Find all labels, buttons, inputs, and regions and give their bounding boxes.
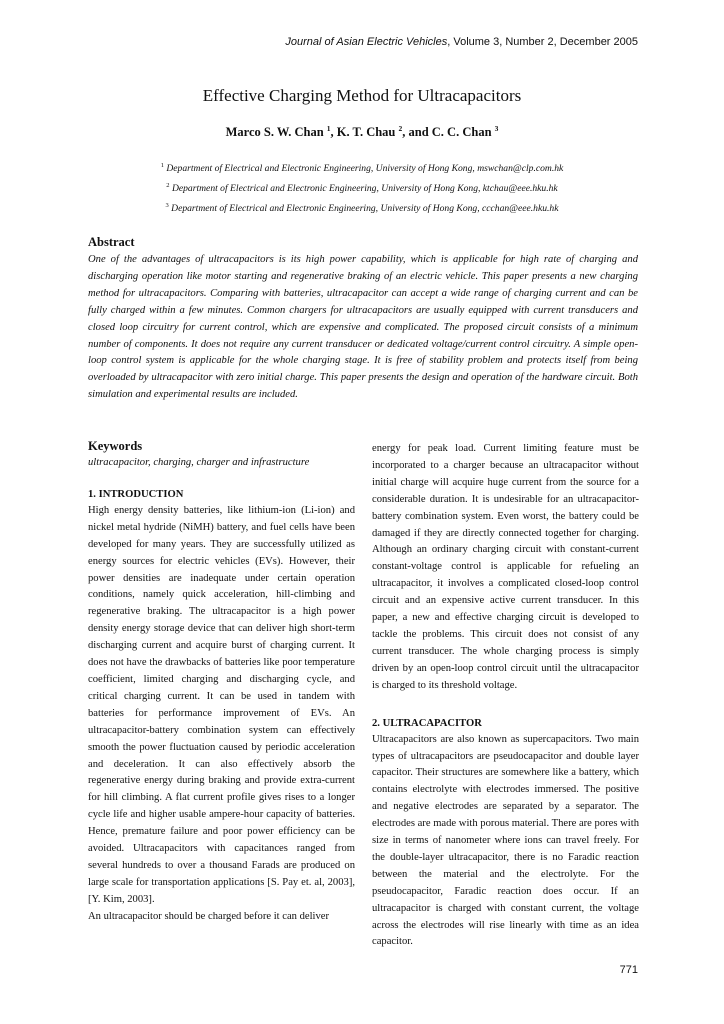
author-affiliation-mark: 3 bbox=[494, 124, 499, 133]
abstract-heading: Abstract bbox=[88, 235, 135, 249]
ultracapacitor-heading: 2. ULTRACAPACITOR bbox=[372, 717, 482, 729]
page-number: 771 bbox=[619, 964, 638, 976]
author-separator: , and bbox=[402, 125, 432, 140]
affiliation-mark: 3 bbox=[165, 202, 169, 210]
affiliation-text: Department of Electrical and Electronic Engineering, University of Hong Kong, mswchan@clp.com.hk bbox=[166, 163, 564, 175]
affiliation-list bbox=[0, 157, 724, 218]
journal-header bbox=[285, 36, 638, 48]
affiliation-text: Department of Electrical and Electronic Engineering, University of Hong Kong, ktchau@eee.hku.hk bbox=[171, 183, 558, 195]
introduction-paragraph: High energy density batteries, like lithium-ion (Li-ion) and nickel metal hydride (NiMH) battery, and fuel cells have been developed for many years. They are successfully utilized as energy sources for electric vehicles (EVs). However, their power densities are inadequate under certain operation conditions, namely quick acceleration, hill-climbing and regenerative braking. The ultracapacitor is a high power density energy storage device that can deliver high short-term discharging current and acquire burst of charging current. It does not have the drawbacks of batteries like poor temperature coefficient, limited charging and discharging cycle, and critical charging current. It can be used in tandem with batteries for performance improvement of EVs. An ultracapacitor-battery combination system can effectively smooth the power fluctuation caused by periodic acceleration and deceleration. It can also effectively absorb the regenerative energy during braking and provide extra-current for hill climbing. A flat current profile gives rises to a longer cycle life and higher usable ampere-hour capacity of batteries. Hence, premature failure and poor power efficiency can be avoided. Ultracapacitors with capacitances ranged from several hundreds to over a thousand Farads are produced on large scale for transportation applications [S. Pay et. al, 2003], [Y. Kim, 2003]. bbox=[88, 504, 355, 905]
right-column bbox=[372, 441, 639, 951]
affiliation-mark: 1 bbox=[160, 162, 164, 169]
affiliation bbox=[0, 157, 724, 177]
affiliation-text: Department of Electrical and Electronic Engineering, University of Hong Kong, ccchan@eee.hku.hk bbox=[171, 203, 559, 215]
affiliation bbox=[0, 197, 724, 217]
author-affiliation-mark: 2 bbox=[398, 124, 403, 133]
affiliation-mark: 2 bbox=[166, 182, 170, 190]
journal-name: Journal of Asian Electric Vehicles bbox=[285, 36, 448, 48]
author-list bbox=[0, 124, 724, 140]
ultracapacitor-paragraph: Ultracapacitors are also known as supercapacitors. Two main types of ultracapacitors are pseudocapacitor and double layer capacitor. Their structures are somewhere like a battery, which contains electrolyte with electrodes immersed. The positive and negative electrodes are separated by a separator. The electrodes are made with porous material. There are pores with size in terms of nanometer where ions can travel freely. For the double-layer ultracapacitor, there is no Faradic reaction between the material and the electrolyte. For the pseudocapacitor, Faradic reaction does occur. If an ultracapacitor is charged with constant current, the voltage across the electrodes will rise linearly with time as an idea capacitor. bbox=[372, 733, 639, 948]
author-separator: , bbox=[330, 125, 337, 140]
abstract-section bbox=[88, 235, 638, 404]
section-gap bbox=[88, 472, 355, 486]
abstract-text: One of the advantages of ultracapacitors is its high power capability, which is applicable for high rate of charging and discharging operation like motor starting and regenerative braking of an electric vehicle. This paper presents a new charging method for ultracapacitors. Comparing with batteries, ultracapacitor can accept a wide range of charging current and can be fully charged within a few minutes. Common chargers for ultracapacitors are usually equipped with current transducers and closed loop circuitry for current control, which are expensive and complicated. The proposed circuit consists of a minimum number of components. It does not require any current transducer or dedicated voltage/current control circuitry. A simple open-loop control system is applicable for the whole charging stage. It is free of stability problem and protects itself from being overloaded by ultracapacitor with zero initial charge. This paper presents the design and operation of the hardware circuit. Both simulation and experimental results are included. bbox=[88, 254, 638, 401]
keywords-text: ultracapacitor, charging, charger and infrastructure bbox=[88, 457, 310, 468]
left-column bbox=[88, 438, 355, 926]
journal-details: , Volume 3, Number 2, December 2005 bbox=[447, 36, 638, 48]
paper-title: Effective Charging Method for Ultracapacitors bbox=[202, 86, 522, 105]
author-name: C. C. Chan bbox=[431, 125, 492, 140]
keywords-heading: Keywords bbox=[88, 439, 143, 453]
author-affiliation-mark: 1 bbox=[326, 124, 331, 133]
introduction-paragraph: An ultracapacitor should be charged before it can deliver bbox=[88, 910, 330, 922]
flow-continuation-space: energy for peak load. Current limiting feature must be incorporated to a charger because an ultracapacitor without initial charge will acquire huge current from the source for a considerable duration. It is undesirable for an ultracapacitor-battery combination system. Even worst, the battery could be damaged if they are directly connected together for charging. Although an ordinary charging circuit with constant-current constant-voltage control is applicable for refueling an ultracapacitor, it involves a complicated closed-loop control circuit and an expensive active current transducer. In this paper, a new and effective charging circuit is developed to tackle the problems. This circuit does not consist of any current transducer. The whole charging process is simply driven by an open-loop control circuit until the ultracapacitor is charged to its threshold voltage. bbox=[372, 443, 639, 691]
introduction-heading: 1. INTRODUCTION bbox=[88, 488, 184, 500]
author-name: K. T. Chau bbox=[336, 125, 396, 140]
author-name: Marco S. W. Chan bbox=[225, 125, 324, 140]
affiliation bbox=[0, 177, 724, 197]
